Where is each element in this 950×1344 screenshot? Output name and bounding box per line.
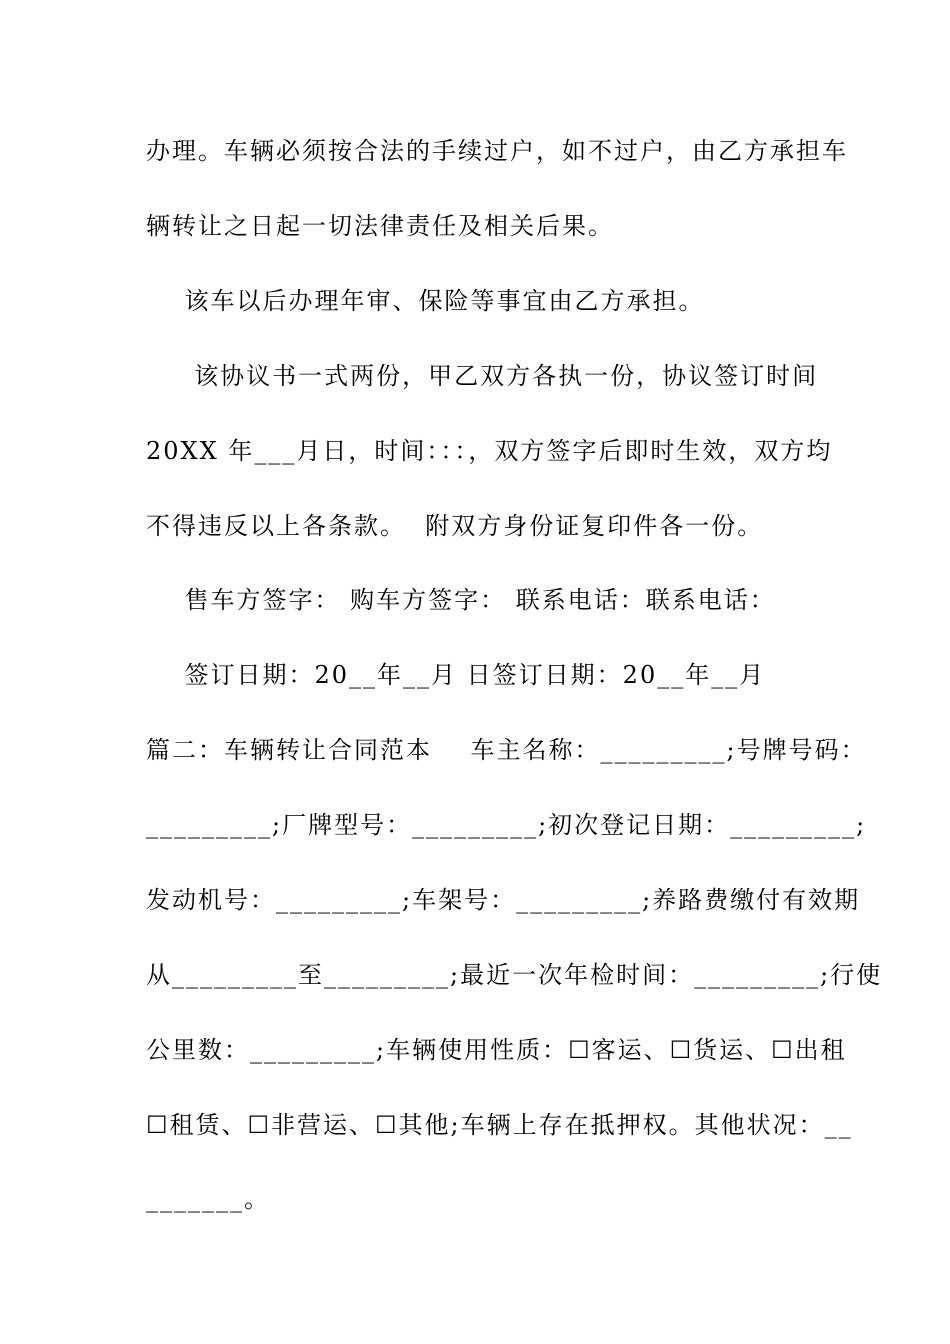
form-field-line: _______。 xyxy=(146,1185,270,1213)
form-field-line: _________;厂牌型号：_________;初次登记日期：_________; xyxy=(146,811,867,839)
paragraph-line: 20XX 年___月日，时间：：：，双方签字后即时生效，双方均 xyxy=(146,437,833,465)
paragraph-line: 该车以后办理年审、保险等事宜由乙方承担。 xyxy=(146,287,705,315)
form-field-line: 从_________至_________;最近一次年检时间：_________;行使 xyxy=(146,961,883,989)
form-field-line: 发动机号：_________;车架号：_________;养路费缴付有效期 xyxy=(146,886,861,914)
paragraph-line: 办理。车辆必须按合法的手续过户，如不过户，由乙方承担车 xyxy=(146,137,848,165)
signing-date-line: 签订日期：20__年__月 日签订日期：20__年__月 xyxy=(146,661,766,689)
form-field-line: ☐租赁、☐非营运、☐其他;车辆上存在抵押权。其他状况：__ xyxy=(146,1111,853,1139)
paragraph-line: 辆转让之日起一切法律责任及相关后果。 xyxy=(146,212,614,240)
form-field-line: 公里数：_________;车辆使用性质：☐客运、☐货运、☐出租 xyxy=(146,1036,847,1064)
paragraph-line: 该协议书一式两份，甲乙双方各执一份，协议签订时间 xyxy=(146,362,819,390)
section-heading-line: 篇二：车辆转让合同范本 车主名称：_________;号牌号码： xyxy=(146,736,867,764)
signature-line: 售车方签字： 购车方签字： 联系电话：联系电话： xyxy=(146,586,776,614)
paragraph-line: 不得违反以上各条款。 附双方身份证复印件各一份。 xyxy=(146,512,764,540)
